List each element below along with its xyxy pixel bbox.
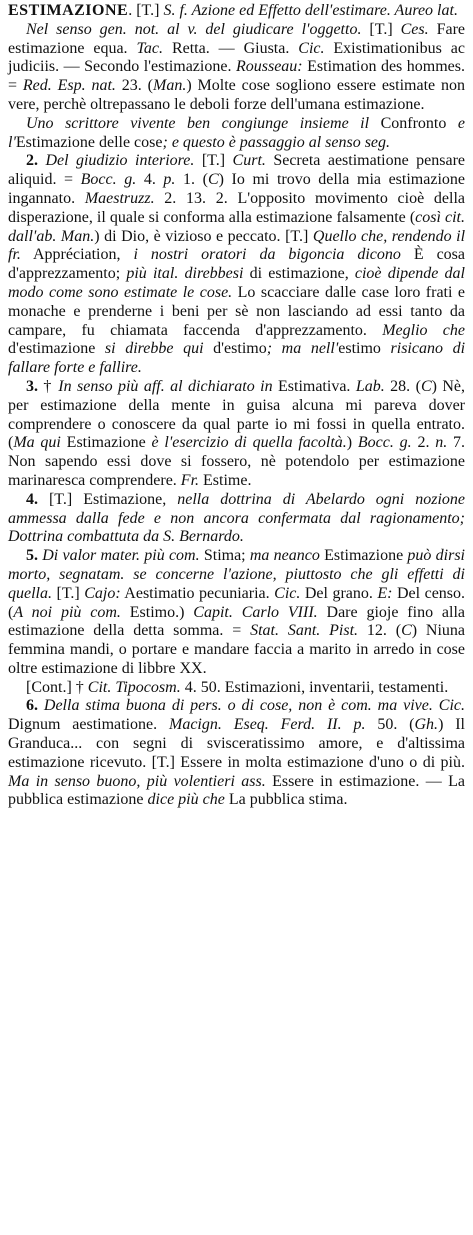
text-segment: La pubblica stima. (224, 791, 348, 809)
italic-text-segment: risicano di fallare forte e fallire. (8, 340, 466, 377)
dictionary-entry-estimazione (8, 2, 465, 810)
text-segment: [T.] (194, 152, 233, 170)
italic-text-segment: più ital. direbbesi (126, 265, 244, 283)
entry-sense-paragraph (8, 679, 465, 698)
text-segment: 7. Non sapendo essi dove si fossero, nè potendolo per estimazione marinaresca comprendere. (8, 434, 466, 489)
text-segment: Retta. — Giusta. (163, 39, 299, 57)
italic-text-segment: cioè dipende dal modo come sono estimate le cose. (8, 265, 465, 301)
italic-text-segment: n. (435, 434, 448, 452)
text-segment: 23. ( (115, 77, 153, 95)
sense-number: 3. (26, 377, 38, 395)
text-segment: Estimation des hommes. = (8, 58, 466, 95)
italic-text-segment: Cic. (274, 584, 301, 602)
italic-text-segment: Ma in senso buono, più volentieri ass. (8, 772, 266, 790)
italic-text-segment: Rousseau: (235, 58, 303, 76)
italic-text-segment: Di valor mater. più com. (38, 547, 200, 565)
italic-text-segment: C (401, 622, 412, 640)
text-segment: Estime. (199, 471, 252, 489)
text-segment: Confronto (369, 114, 458, 132)
italic-text-segment: dice più che (147, 791, 225, 809)
entry-sense-paragraph (8, 115, 465, 153)
sense-number: 4. (26, 490, 38, 508)
italic-text-segment: ; e questo è passaggio al senso seg. (162, 133, 391, 151)
italic-text-segment: Tac. (136, 39, 164, 57)
text-segment: Aestimatio pecuniaria. (120, 584, 275, 602)
text-segment: ) (346, 434, 358, 452)
italic-text-segment: A noi più com. (13, 603, 121, 621)
text-segment: d'estimazione (8, 340, 105, 358)
italic-text-segment: Bocc. g. (80, 171, 137, 189)
italic-text-segment: Ces. (400, 20, 429, 38)
text-segment: È cosa d'apprezzamento; (8, 246, 465, 283)
italic-text-segment: Del giudizio interiore. (38, 152, 195, 170)
italic-text-segment: C (420, 377, 432, 395)
italic-text-segment: i nostri oratori da bigoncia dicono (133, 246, 401, 264)
italic-text-segment: Curt. (232, 152, 266, 170)
text-segment: 4. (136, 171, 164, 189)
italic-text-segment: così cit. dall'ab. Man. (8, 208, 466, 245)
text-segment: Dignum aestimatione. (8, 716, 169, 734)
sense-number: 2. (26, 152, 38, 170)
text-segment: Dare gioje fino alla estimazione della detta somma. = (8, 603, 466, 640)
italic-text-segment: nella dottrina di Abelardo ogni nozione ammessa dalla fede e non ancora confermata dal ragionamento; Dottrina combattuta da S. Bernardo. (8, 490, 465, 546)
entry-sense-paragraph (8, 697, 465, 810)
text-segment: estimo (338, 340, 381, 358)
italic-text-segment: E: (377, 584, 393, 602)
italic-text-segment: Red. Esp. nat. (22, 77, 116, 95)
text-segment: [T.] (361, 20, 401, 38)
text-segment: Estimativa. (272, 377, 356, 395)
text-segment: 1. ( (175, 171, 208, 189)
text-segment: ) Niuna femmina mandi, o portare e mandare faccia a marito in arredo in cose oltre estimazione di libbre XX. (8, 622, 466, 677)
text-segment: ) Il Granduca... con segni di svisceratissimo amore, e d'altissima estimazione ricevuto. [T.] Essere in molta estimazione d'uno o di più. (8, 716, 466, 771)
text-segment: di estimazione, (243, 265, 355, 283)
italic-text-segment: ma neanco (249, 547, 320, 565)
italic-text-segment: Macign. Eseq. Ferd. II. p. (168, 716, 366, 734)
entry-sense-paragraph (8, 547, 465, 679)
italic-text-segment: Meglio che (382, 321, 466, 339)
italic-text-segment: Uno scrittore vivente ben congiunge insieme il (26, 114, 370, 132)
italic-text-segment: Man. (153, 77, 187, 95)
italic-text-segment: Nel senso gen. not. al v. del giudicare l'oggetto. (26, 20, 362, 38)
italic-text-segment: In senso più aff. al dichiarato in (58, 377, 273, 395)
italic-text-segment: p. (163, 171, 176, 189)
sense-number: 5. (26, 547, 38, 565)
text-segment: Estimo.) (120, 603, 194, 621)
italic-text-segment: S. f. Azione ed Effetto dell'estimare. Aureo lat. (163, 2, 458, 19)
italic-text-segment: può dirsi morto, segnatam. se concerne l'azione, piuttosto che gli effetti di quella. (8, 547, 465, 602)
sense-number: 6. (26, 697, 38, 715)
italic-text-segment: Maestruzz. (84, 189, 155, 207)
entry-sense-paragraph (8, 491, 465, 547)
entry-sense-paragraph (8, 21, 465, 115)
entry-sense-paragraph (8, 378, 465, 491)
italic-text-segment: ; ma nell' (266, 340, 339, 358)
text-segment: . [T.] (128, 2, 164, 19)
italic-text-segment: C (207, 171, 219, 189)
text-segment: ) Nè, per estimazione della mente in guisa alcuna mi pareva dover comprendere o conoscere da qual parte io mi fossi in quella entrato. ( (8, 377, 466, 452)
text-segment: Fare estimazione equa. (8, 20, 465, 57)
text-segment: 28. ( (384, 377, 421, 395)
text-segment: [T.] (52, 584, 85, 602)
text-segment: Estimazione (319, 547, 408, 565)
text-segment: 2. (411, 434, 436, 452)
italic-text-segment: si direbbe qui (104, 340, 204, 358)
text-segment: Del censo. ( (8, 584, 466, 621)
text-segment: ) di Dio, è vizioso e peccato. [T.] (94, 227, 313, 245)
text-segment: Estimazione (60, 434, 152, 452)
text-segment: [Cont.] † (26, 678, 88, 696)
text-segment: † (38, 377, 59, 395)
text-segment: ) Molte cose sogliono essere estimate non vere, perchè oltrepassano le deboli forze dell'umana estimazione. (8, 77, 465, 113)
text-segment: Stima; (199, 547, 250, 565)
italic-text-segment: e l' (8, 114, 465, 151)
text-segment: Appréciation, (20, 246, 134, 264)
entry-sense-paragraph (8, 152, 465, 378)
text-segment: d'estimo (203, 340, 267, 358)
italic-text-segment: Gh. (414, 716, 439, 734)
entry-headword-paragraph (8, 2, 465, 21)
text-segment: 50. ( (365, 716, 415, 734)
italic-text-segment: Capit. Carlo VIII. (193, 603, 318, 621)
text-segment: Lo scacciare dalle case loro frati e monache e prenderne i beni per sè non lasciando ad essi tanto da campare, fu chiamata faccenda d'apprezzamento. (8, 283, 465, 339)
italic-text-segment: Fr. (180, 471, 200, 489)
italic-text-segment: Quello che, rendendo il fr. (8, 227, 466, 264)
text-segment: ) Io mi trovo della mia estimazione ingannato. (8, 171, 465, 207)
italic-text-segment: Cic. (438, 697, 466, 715)
text-segment: Existimationibus ac judiciis. — Secondo l'estimazione. (8, 39, 465, 76)
text-segment: Estimazione delle cose (15, 133, 163, 151)
text-segment: 12. ( (358, 622, 402, 640)
italic-text-segment: Stat. Sant. Pist. (250, 622, 359, 640)
text-segment: Secreta aestimatione pensare aliquid. = (8, 152, 466, 189)
headword: ESTIMAZIONE (8, 2, 129, 19)
italic-text-segment: Cic. (298, 39, 325, 57)
italic-text-segment: Della stima buona di pers. o di cose, non è com. ma vive. (38, 697, 433, 715)
italic-text-segment: è l'esercizio di quella facoltà. (151, 434, 347, 452)
italic-text-segment: Bocc. g. (357, 434, 412, 452)
italic-text-segment: Cajo: (84, 584, 121, 602)
text-segment: Del grano. (300, 584, 378, 602)
italic-text-segment: Lab. (355, 377, 385, 395)
text-segment: [T.] Estimazione, (38, 490, 178, 508)
italic-text-segment: Cit. Tipocosm. (87, 678, 181, 696)
italic-text-segment: Ma qui (13, 434, 61, 452)
text-segment: 4. 50. Estimazioni, inventarii, testamenti. (180, 678, 449, 696)
text-segment: 2. 13. 2. L'opposito movimento cioè della disperazione, il quale si conforma alla estimazione falsamente ( (8, 189, 465, 226)
text-segment: Essere in estimazione. — La pubblica estimazione (8, 772, 465, 809)
